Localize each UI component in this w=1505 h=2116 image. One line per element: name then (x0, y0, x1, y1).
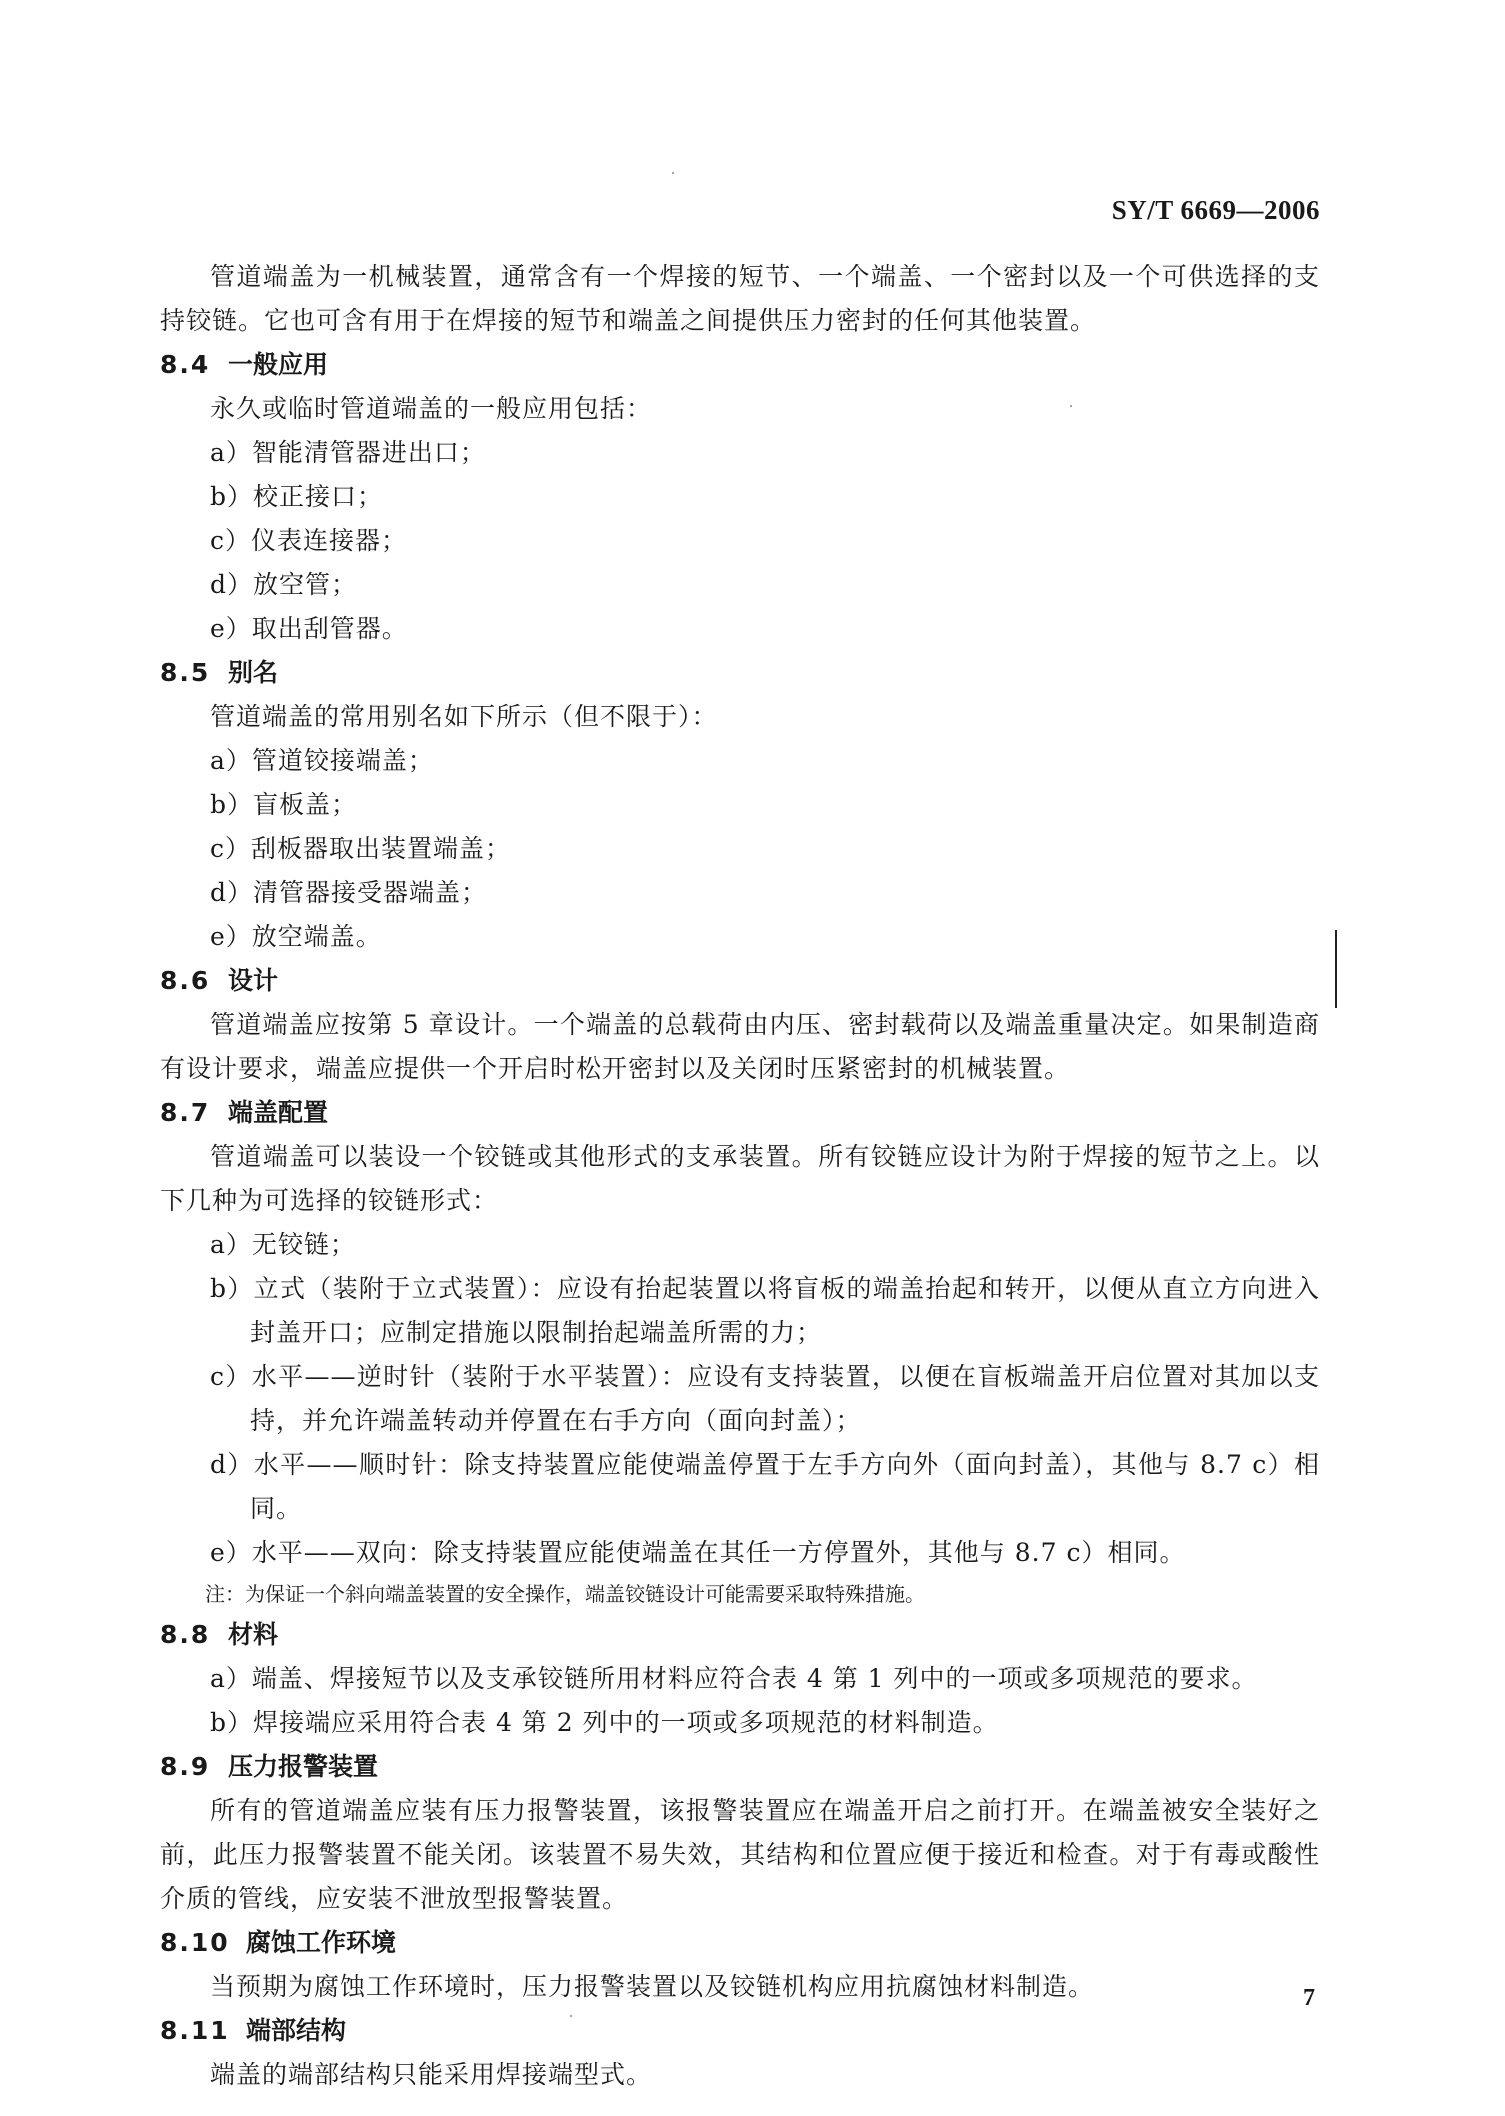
section-title: 材料 (228, 1620, 279, 1649)
list-item: d）放空管； (210, 570, 358, 599)
list-item: d）水平——顺时针：除支持装置应能使端盖停置于左手方向外（面向封盖），其他与 8.7 c）相同。 (210, 1450, 1320, 1523)
section-number: 8.9 (160, 1752, 211, 1781)
list-item: a）无铰链； (210, 1230, 356, 1259)
list-item: b）盲板盖； (210, 790, 358, 819)
section-number: 8.6 (160, 966, 211, 995)
section-8-9-heading (160, 1745, 1320, 1789)
list-item: a）管道铰接端盖； (210, 746, 434, 775)
section-title: 端盖配置 (228, 1098, 329, 1127)
list-item: e）放空端盖。 (210, 922, 382, 951)
section-title: 端部结构 (246, 2016, 347, 2045)
section-8-11-heading (160, 2009, 1320, 2053)
section-number: 8.5 (160, 658, 211, 687)
section-8-4-heading (160, 343, 1320, 387)
section-number: 8.8 (160, 1620, 211, 1649)
section-title: 腐蚀工作环境 (246, 1928, 397, 1957)
section-8-6-heading (160, 959, 1320, 1003)
list-item: b）焊接端应采用符合表 4 第 2 列中的一项或多项规范的材料制造。 (210, 1708, 999, 1737)
intro-paragraph: 管道端盖为一机械装置，通常含有一个焊接的短节、一个端盖、一个密封以及一个可供选择的支持铰链。它也可含有用于在焊接的短节和端盖之间提供压力密封的任何其他装置。 (160, 262, 1320, 335)
section-8-7-heading (160, 1091, 1320, 1135)
section-number: 8.4 (160, 350, 211, 379)
list-item: c）仪表连接器； (210, 526, 408, 555)
section-number: 8.7 (160, 1098, 211, 1127)
document-body (160, 255, 1320, 2097)
section-title: 压力报警装置 (228, 1752, 379, 1781)
list-item: d）清管器接受器端盖； (210, 878, 488, 907)
list-item: e）水平——双向：除支持装置应能使端盖在其任一方停置外，其他与 8.7 c）相同。 (210, 1538, 1186, 1567)
section-8-11-text: 端盖的端部结构只能采用焊接端型式。 (210, 2060, 653, 2089)
section-number: 8.10 (160, 1928, 230, 1957)
list-item: a）智能清管器进出口； (210, 438, 486, 467)
section-title: 一般应用 (228, 350, 329, 379)
list-item: c）刮板器取出装置端盖； (210, 834, 512, 863)
section-title: 设计 (228, 966, 279, 995)
section-title: 别名 (228, 658, 279, 687)
page-number: 7 (1303, 1985, 1315, 2011)
revision-bar (1335, 930, 1337, 1008)
list-item: c）水平——逆时针（装附于水平装置）：应设有支持装置，以便在盲板端盖开启位置对其加以支持，并允许端盖转动并停置在右手方向（面向封盖）； (210, 1362, 1320, 1435)
section-8-9-text: 所有的管道端盖应装有压力报警装置，该报警装置应在端盖开启之前打开。在端盖被安全装好之前，此压力报警装置不能关闭。该装置不易失效，其结构和位置应便于接近和检查。对于有毒或酸性介质的管线，应安装不泄放型报警装置。 (160, 1796, 1320, 1913)
section-8-10-text: 当预期为腐蚀工作环境时，压力报警装置以及铰链机构应用抗腐蚀材料制造。 (210, 1972, 1095, 2001)
standard-code: SY/T 6669—2006 (1111, 195, 1320, 225)
section-8-6-text: 管道端盖应按第 5 章设计。一个端盖的总载荷由内压、密封载荷以及端盖重量决定。如果制造商有设计要求，端盖应提供一个开启时松开密封以及关闭时压紧密封的机械装置。 (160, 1010, 1320, 1083)
section-8-5-heading (160, 651, 1320, 695)
section-8-4-lead: 永久或临时管道端盖的一般应用包括： (210, 394, 653, 423)
section-8-10-heading (160, 1921, 1320, 1965)
section-number: 8.11 (160, 2016, 230, 2045)
list-item: b）立式（装附于立式装置）：应设有抬起装置以将盲板的端盖抬起和转开，以便从直立方向进入封盖开口；应制定措施以限制抬起端盖所需的力； (210, 1274, 1320, 1347)
list-item: e）取出刮管器。 (210, 614, 408, 643)
section-8-7-note: 注：为保证一个斜向端盖装置的安全操作，端盖铰链设计可能需要采取特殊措施。 (205, 1582, 925, 1606)
scan-speck (672, 172, 674, 174)
list-item: b）校正接口； (210, 482, 384, 511)
list-item: a）端盖、焊接短节以及支承铰链所用材料应符合表 4 第 1 列中的一项或多项规范的要求。 (210, 1664, 1258, 1693)
section-8-7-lead: 管道端盖可以装设一个铰链或其他形式的支承装置。所有铰链应设计为附于焊接的短节之上。以下几种为可选择的铰链形式： (160, 1142, 1320, 1215)
section-8-8-heading (160, 1613, 1320, 1657)
section-8-5-lead: 管道端盖的常用别名如下所示（但不限于）： (210, 702, 718, 731)
